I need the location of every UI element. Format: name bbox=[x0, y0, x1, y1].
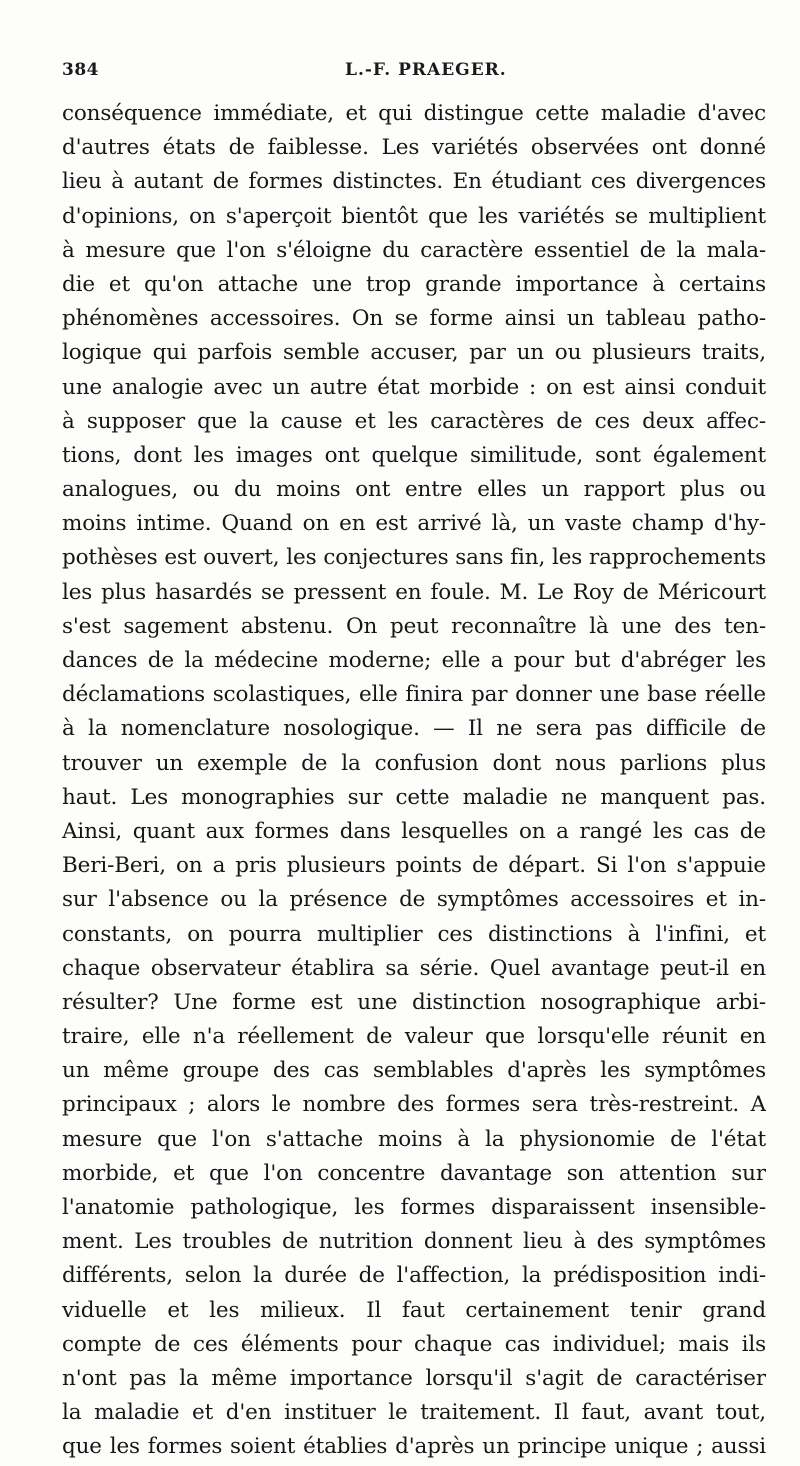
text-line: l'anatomie pathologique, les formes disparaissent insensible- bbox=[62, 1195, 766, 1220]
text-line: tions, dont les images ont quelque similitude, sont également bbox=[62, 442, 766, 468]
text-line: résulter? Une forme est une distinction nosographique arbi- bbox=[62, 989, 766, 1015]
text-line: trouver un exemple de la confusion dont nous parlions plus bbox=[62, 750, 766, 776]
text-line: die et qu'on attache une trop grande importance à certains bbox=[62, 271, 766, 297]
text-line: déclamations scolastiques, elle finira par donner une base réelle bbox=[62, 682, 766, 708]
text-line: lieu à autant de formes distinctes. En étudiant ces divergences bbox=[62, 169, 766, 195]
text-line: s'est sagement abstenu. On peut reconnaître là une des ten- bbox=[62, 613, 766, 639]
text-line: Ainsi, quant aux formes dans lesquelles on a rangé les cas de bbox=[62, 818, 766, 844]
text-line: la maladie et d'en instituer le traitement. Il faut, avant tout, bbox=[62, 1400, 766, 1426]
running-head: L.-F. PRAEGER. bbox=[345, 60, 507, 80]
text-line: logique qui parfois semble accuser, par un ou plusieurs traits, bbox=[62, 340, 766, 366]
text-line: chaque observateur établira sa série. Quel avantage peut-il en bbox=[62, 955, 766, 981]
text-line: mesure que l'on s'attache moins à la physionomie de l'état bbox=[62, 1126, 766, 1152]
text-line: une analogie avec un autre état morbide : on est ainsi conduit bbox=[62, 374, 766, 400]
body-text bbox=[62, 97, 766, 1465]
page-number: 384 bbox=[62, 60, 99, 80]
text-line: sur l'absence ou la présence de symptômes accessoires et in- bbox=[62, 887, 766, 913]
text-line: que les formes soient établies d'après un principe unique ; aussi bbox=[62, 1434, 766, 1460]
text-line: principaux ; alors le nombre des formes sera très-restreint. A bbox=[62, 1092, 766, 1118]
text-line: viduelle et les milieux. Il faut certainement tenir grand bbox=[62, 1297, 766, 1323]
text-line: constants, on pourra multiplier ces distinctions à l'infini, et bbox=[62, 921, 766, 947]
text-line: ment. Les troubles de nutrition donnent lieu à des symptômes bbox=[62, 1229, 766, 1255]
text-line: les plus hasardés se pressent en foule. M. Le Roy de Méricourt bbox=[62, 579, 766, 605]
text-line: à supposer que la cause et les caractères de ces deux affec- bbox=[62, 408, 766, 434]
text-line: conséquence immédiate, et qui distingue cette maladie d'avec bbox=[62, 101, 766, 126]
text-line: à la nomenclature nosologique. — Il ne sera pas difficile de bbox=[62, 716, 766, 742]
text-line: pothèses est ouvert, les conjectures sans fin, les rapprochements bbox=[62, 545, 766, 571]
text-line: phénomènes accessoires. On se forme ainsi un tableau patho- bbox=[62, 306, 766, 332]
text-line: analogues, ou du moins ont entre elles un rapport plus ou bbox=[62, 477, 766, 503]
text-line: morbide, et que l'on concentre davantage son attention sur bbox=[62, 1160, 766, 1186]
text-line: dances de la médecine moderne; elle a pour but d'abréger les bbox=[62, 648, 766, 673]
text-line: Beri-Beri, on a pris plusieurs points de départ. Si l'on s'appuie bbox=[62, 853, 766, 879]
text-line: moins intime. Quand on en est arrivé là, un vaste champ d'hy- bbox=[62, 511, 766, 537]
text-line: d'opinions, on s'aperçoit bientôt que les variétés se multiplient bbox=[62, 203, 766, 229]
text-line: un même groupe des cas semblables d'après les symptômes bbox=[62, 1058, 766, 1084]
text-line: n'ont pas la même importance lorsqu'il s'agit de caractériser bbox=[62, 1365, 766, 1391]
text-line: haut. Les monographies sur cette maladie ne manquent pas. bbox=[62, 784, 766, 810]
text-line: traire, elle n'a réellement de valeur que lorsqu'elle réunit en bbox=[62, 1024, 766, 1050]
text-line: à mesure que l'on s'éloigne du caractère essentiel de la mala- bbox=[62, 237, 766, 263]
text-line: différents, selon la durée de l'affection, la prédisposition indi- bbox=[62, 1263, 766, 1289]
text-line: d'autres états de faiblesse. Les variétés observées ont donné bbox=[62, 135, 766, 161]
page-header bbox=[62, 60, 762, 88]
text-line: compte de ces éléments pour chaque cas individuel; mais ils bbox=[62, 1331, 766, 1357]
